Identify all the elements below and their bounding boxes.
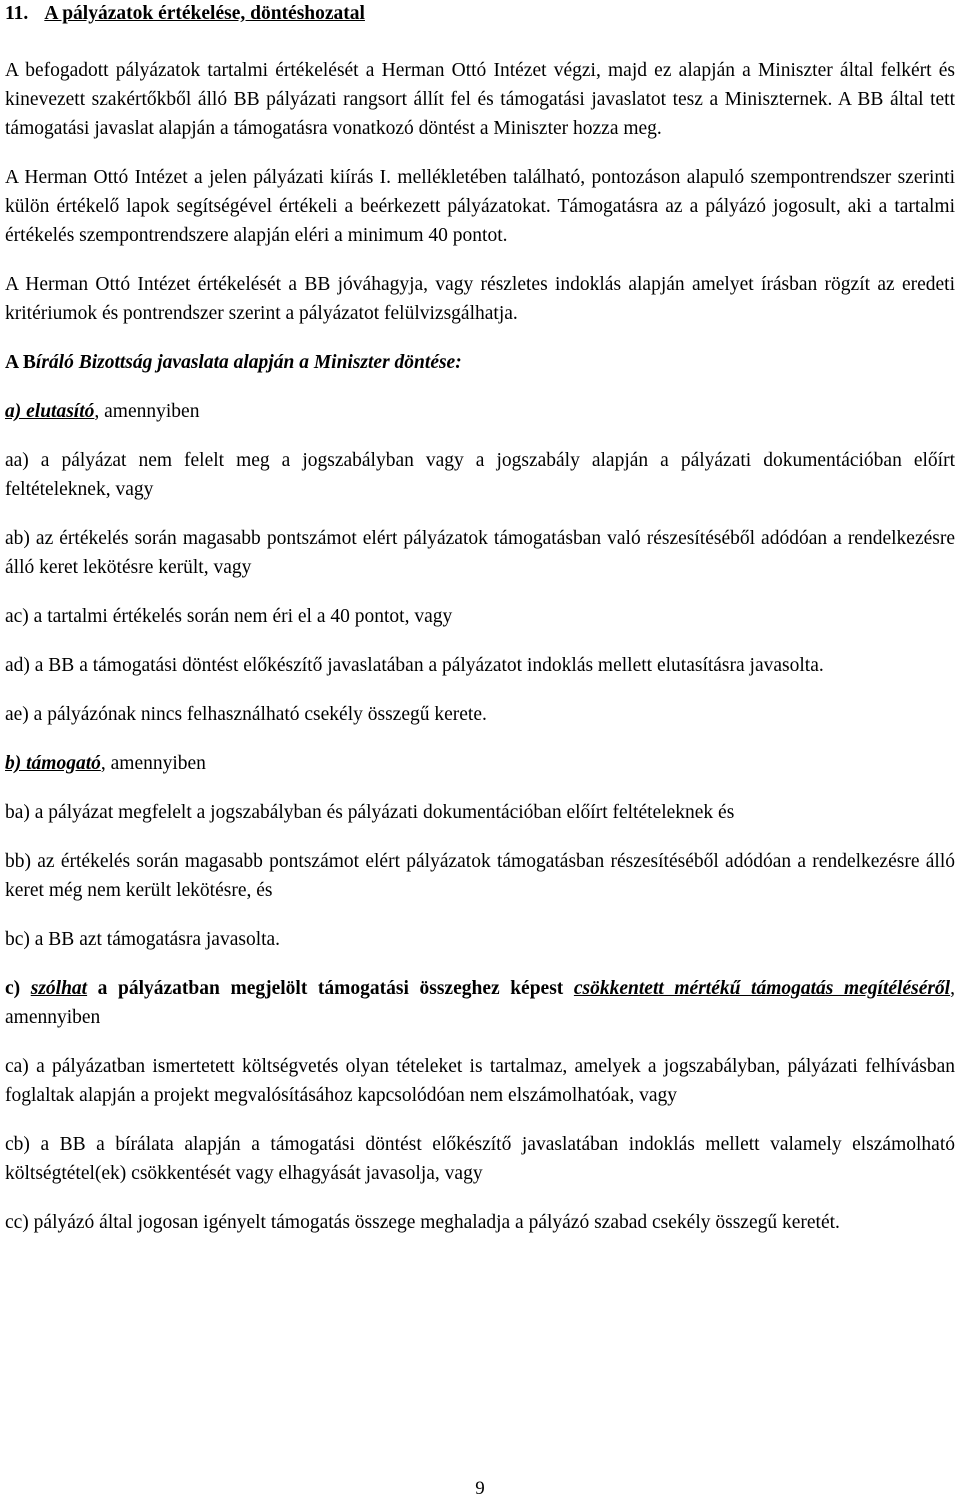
rejection-item-ad: ad) a BB a támogatási döntést előkészítő javaslatában a pályázatot indoklás mellett elutasításra javasolta.: [5, 655, 824, 676]
section-title: A pályázatok értékelése, döntéshozatal: [44, 3, 365, 24]
rejection-heading: [5, 397, 955, 426]
reduction-heading: [5, 974, 955, 1032]
rejection-item-ae: ae) a pályázónak nincs felhasználható csekély összegű kerete.: [5, 704, 487, 725]
rejection-label: a) elutasító: [5, 401, 95, 422]
decision-heading-rest: íráló Bizottság javaslata alapján a Miniszter döntése:: [35, 352, 462, 373]
reduction-item-ca: ca) a pályázatban ismertetett költségvetés olyan tételeket is tartalmaz, amelyek a jogszabályban, pályázati felhívásban foglaltak alapján a projekt megvalósításához kapcsolódóan nem elszámolhatóak, vagy: [5, 1056, 955, 1106]
paragraph-evaluation: A befogadott pályázatok tartalmi értékelését a Herman Ottó Intézet végzi, majd ez alapján a Miniszter által felkért és kinevezett szakértőkből álló BB pályázati rangsort állít fel és támogatási javaslatot tesz a Miniszternek. A BB által tett támogatási javaslat alapján a támogatásra vonatkozó döntést a Miniszter hozza meg.: [5, 60, 955, 139]
document-page: [5, 0, 955, 1237]
section-heading: [5, 0, 955, 27]
reduction-may: szólhat: [30, 978, 88, 999]
decision-heading-b: B: [22, 352, 36, 373]
rejection-item-ac: ac) a tartalmi értékelés során nem éri el a 40 pontot, vagy: [5, 606, 453, 627]
section-number: 11.: [5, 3, 29, 24]
decision-heading: [5, 348, 955, 377]
page-number: 9: [475, 1478, 485, 1499]
reduction-item-cb: cb) a BB a bírálata alapján a támogatási döntést előkészítő javaslatában indoklás mellett valamely elszámolható költségtétel(ek) csökkentését vagy elhagyását javasolja, vagy: [5, 1134, 955, 1184]
reduction-item-cc: cc) pályázó által jogosan igényelt támogatás összege meghaladja a pályázó szabad csekély összegű keretét.: [5, 1212, 840, 1233]
support-item-bb: bb) az értékelés során magasabb pontszámot elért pályázatok támogatásban részesítéséből adódóan a rendelkezésre álló keret még nem került lekötésre, és: [5, 851, 955, 901]
support-item-ba: ba) a pályázat megfelelt a jogszabályban és pályázati dokumentációban előírt feltételeknek és: [5, 802, 735, 823]
support-item-bc: bc) a BB azt támogatásra javasolta.: [5, 929, 281, 950]
decision-heading-a: A: [5, 352, 23, 373]
support-suffix: , amennyiben: [100, 753, 206, 774]
rejection-item-aa: aa) a pályázat nem felelt meg a jogszabályban vagy a jogszabály alapján a pályázati dokumentációban előírt feltételeknek, vagy: [5, 450, 955, 500]
reduction-mid: a pályázatban megjelölt támogatási összeghez képest: [87, 978, 574, 999]
paragraph-review: A Herman Ottó Intézet értékelését a BB jóváhagyja, vagy részletes indoklás alapján amelyet írásban rögzít az eredeti kritériumok és pontrendszer szerint a pályázatot felülvizsgálhatja.: [5, 274, 955, 324]
reduction-reduced: csökkentett mértékű támogatás megítéléséről: [573, 978, 951, 999]
reduction-c: c): [5, 978, 31, 999]
paragraph-scoring: A Herman Ottó Intézet a jelen pályázati kiírás I. mellékletében található, pontozáson alapuló szempontrendszer szerinti külön értékelő lapok segítségével értékeli a beérkezett pályázatokat. Támogatásra az a pályázó jogosult, aki a tartalmi értékelés szempontrendszere alapján eléri a minimum 40 pontot.: [5, 167, 955, 246]
support-heading: [5, 749, 955, 778]
reduction-suffix: , amennyiben: [5, 978, 955, 1028]
rejection-item-ab: ab) az értékelés során magasabb pontszámot elért pályázatok támogatásban való részesítéséből adódóan a rendelkezésre álló keret lekötésre került, vagy: [5, 528, 955, 578]
rejection-suffix: , amennyiben: [94, 401, 200, 422]
support-label: b) támogató: [5, 753, 101, 774]
